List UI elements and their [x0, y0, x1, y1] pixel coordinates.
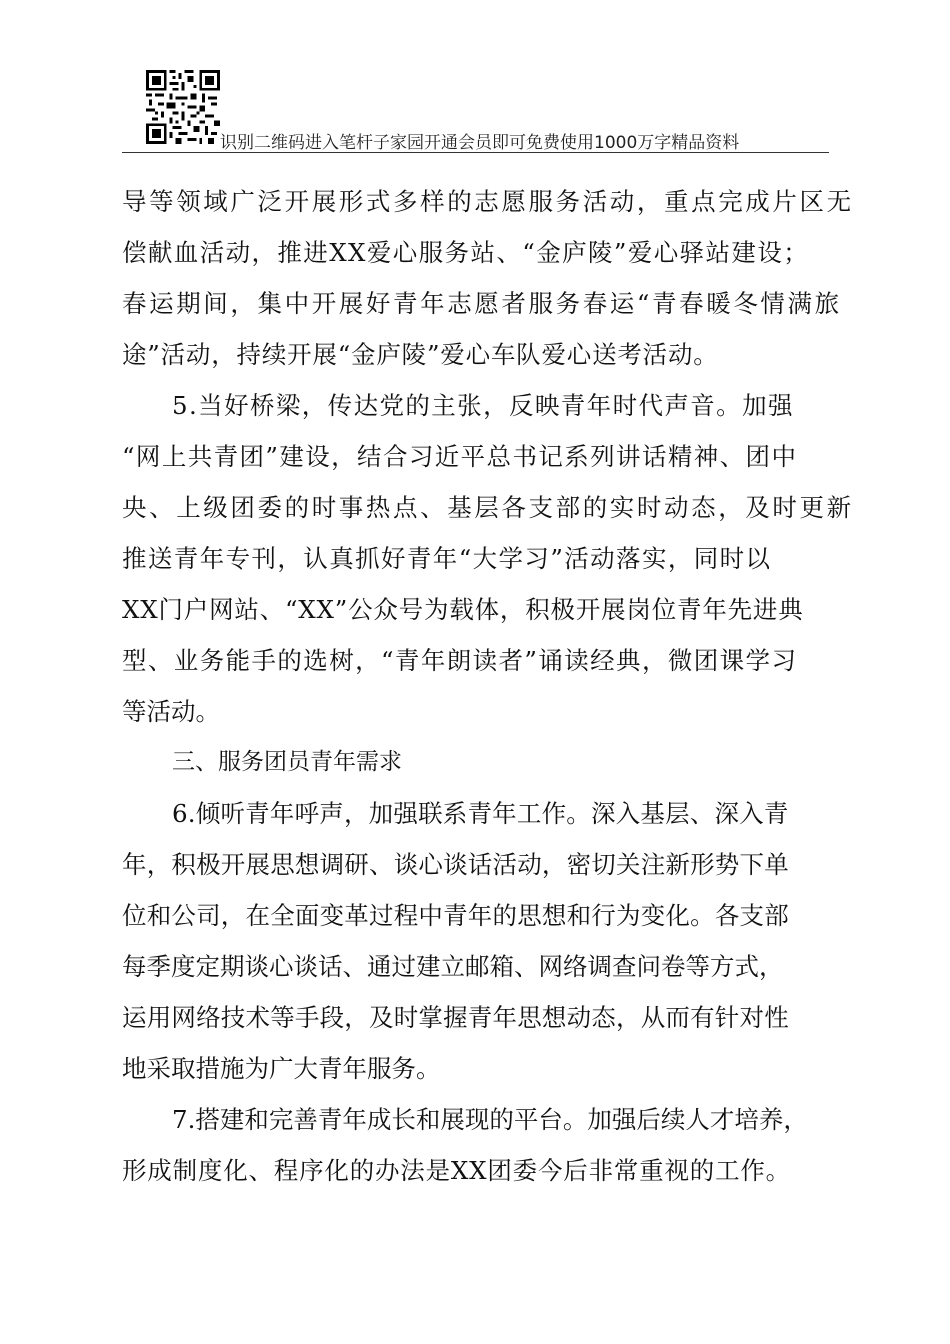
- section-heading: 三、服务团员青年需求: [172, 749, 402, 775]
- text-line: 形成制度化、程序化的办法是XX团委今后非常重视的工作。: [122, 1156, 791, 1185]
- text-line: 偿献血活动，推进XX爱心服务站、“金庐陵”爱心驿站建设；: [122, 238, 810, 267]
- text-line: 等活动。: [122, 697, 220, 726]
- text-line: 途”活动，持续开展“金庐陵”爱心车队爱心送考活动。: [122, 340, 719, 369]
- header-divider: [122, 152, 829, 153]
- text-line: 央、上级团委的时事热点、基层各支部的实时动态，及时更新: [122, 493, 854, 522]
- qr-code-icon: [146, 70, 220, 144]
- text-line: 春运期间，集中开展好青年志愿者服务春运“青春暖冬情满旅: [122, 289, 842, 318]
- text-line: “网上共青团”建设，结合习近平总书记系列讲话精神、团中: [122, 442, 798, 471]
- text-line: 运用网络技术等手段，及时掌握青年思想动态，从而有针对性: [122, 1003, 789, 1032]
- paragraph-start: 5.当好桥梁，传达党的主张，反映青年时代声音。加强: [172, 391, 794, 420]
- text-line: 型、业务能手的选树，“青年朗读者”诵读经典，微团课学习: [122, 646, 798, 675]
- page-header: [122, 68, 829, 154]
- text-line: 位和公司，在全面变革过程中青年的思想和行为变化。各支部: [122, 901, 789, 930]
- text-line: XX门户网站、“XX”公众号为载体，积极开展岗位青年先进典: [122, 595, 804, 624]
- text-line: 推送青年专刊，认真抓好青年“大学习”活动落实，同时以: [122, 544, 772, 573]
- header-notice: 识别二维码进入笔杆子家园开通会员即可免费使用1000万字精品资料: [220, 133, 740, 153]
- text-line: 导等领域广泛开展形式多样的志愿服务活动，重点完成片区无: [122, 187, 854, 216]
- text-line: 每季度定期谈心谈话、通过建立邮箱、网络调查问卷等方式，: [122, 952, 784, 981]
- paragraph-start: 6.倾听青年呼声，加强联系青年工作。深入基层、深入青: [172, 799, 789, 828]
- text-line: 年，积极开展思想调研、谈心谈话活动，密切关注新形势下单: [122, 850, 789, 879]
- paragraph-start: 7.搭建和完善青年成长和展现的平台。加强后续人才培养，: [172, 1105, 808, 1134]
- text-line: 地采取措施为广大青年服务。: [122, 1054, 441, 1083]
- document-body: [122, 176, 854, 1196]
